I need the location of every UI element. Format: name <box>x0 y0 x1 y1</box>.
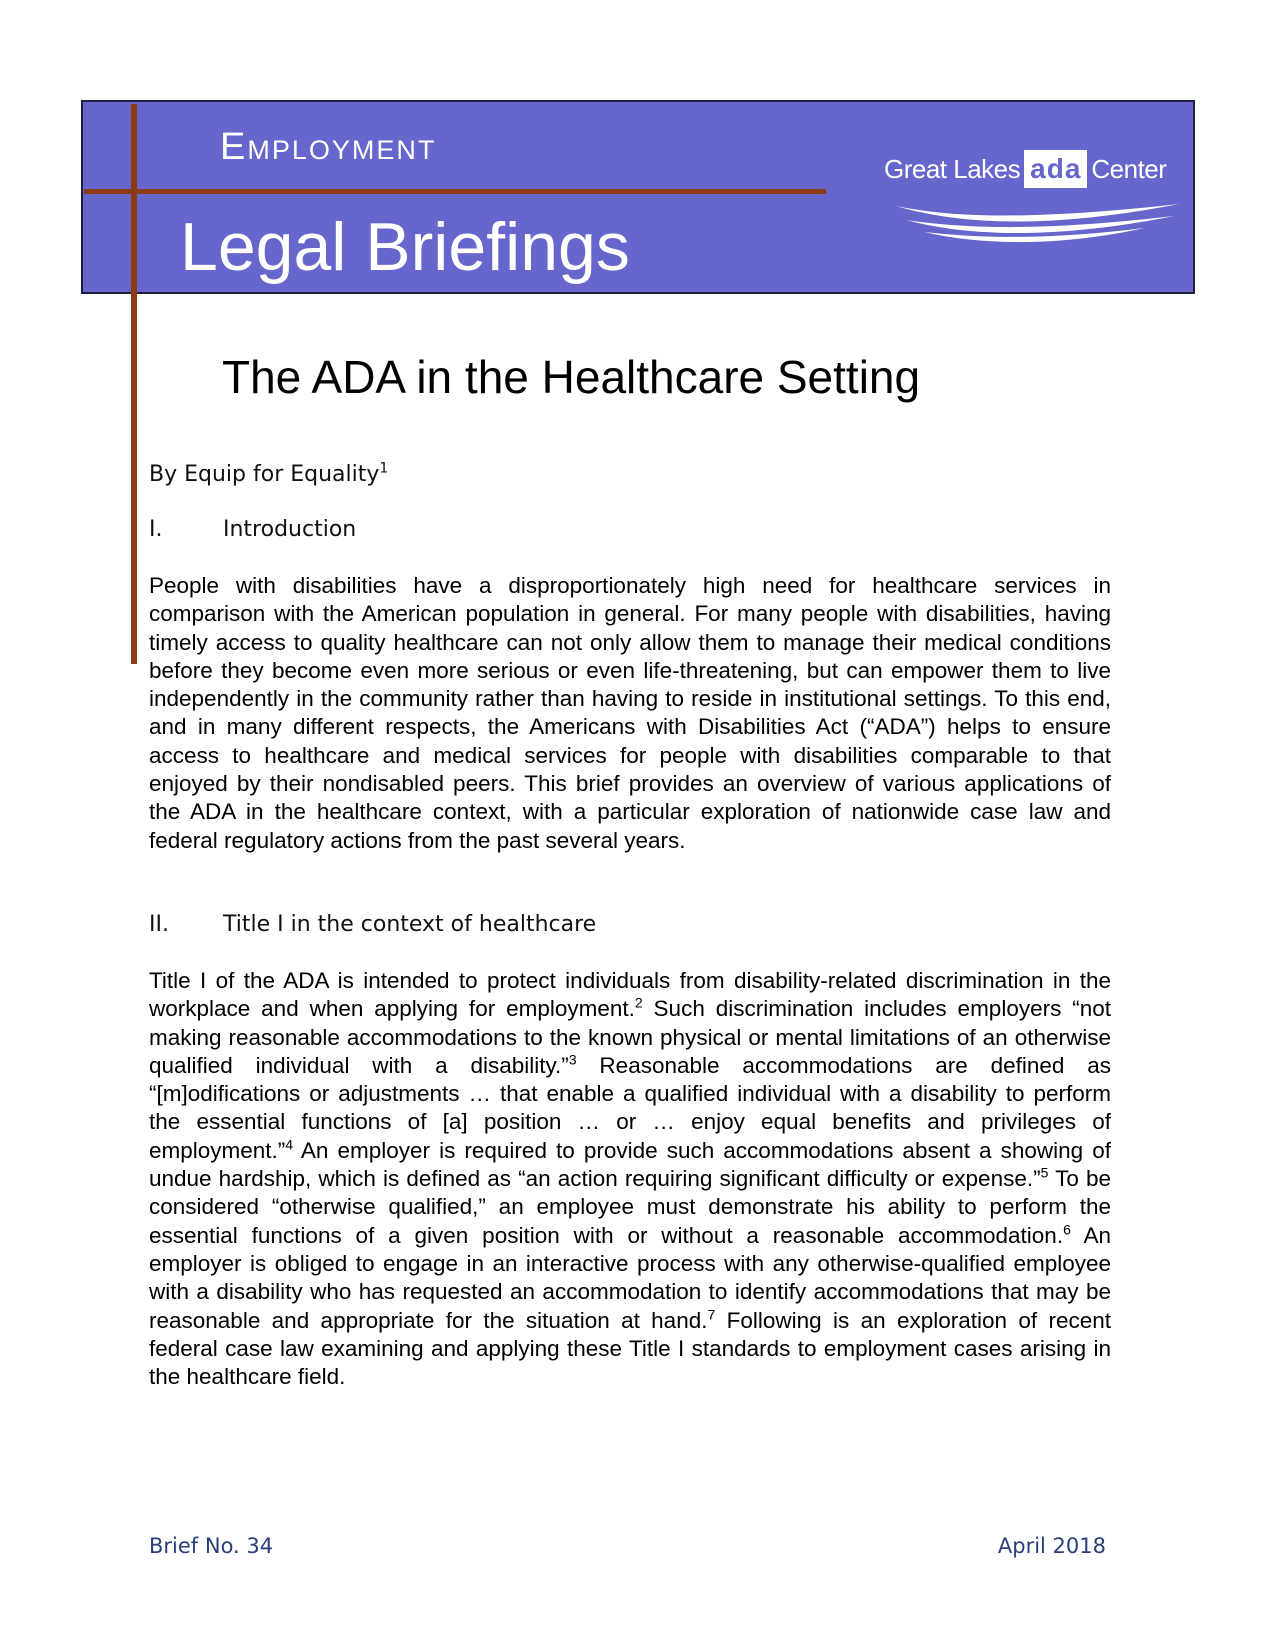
brief-number: Brief No. 34 <box>149 1534 274 1558</box>
logo-ada-mark: ada <box>1024 150 1087 188</box>
series-kicker: Employment <box>220 126 437 168</box>
paragraph-text: Reasonable accommodations are defined as “[m]odifications or adjustments … that enable a qualified individual with a disability to perform the essential functions of [a] position … or … enjoy equal benefits and privileges of employment.” <box>149 1052 1111 1163</box>
paragraph-text: An employer is required to provide such accommodations absent a showing of undue hardship, which is defined as “an action requiring significant difficulty or expense.” <box>149 1137 1111 1192</box>
logo-text-post: Center <box>1091 153 1167 184</box>
paragraph-text: To be considered “otherwise qualified,” an employee must demonstrate his ability to perform the essential functions of a given position with or without a reasonable accommodation. <box>149 1166 1111 1248</box>
logo-text-pre: Great Lakes <box>884 153 1021 184</box>
great-lakes-ada-center-logo <box>884 150 1184 260</box>
vertical-rule <box>131 104 137 664</box>
paragraph-text: An employer is obliged to engage in an interactive process with any otherwise-qualified employee with a disability who has requested an accommodation to identify accommodations that may be reasonable and appropriate for the situation at hand. <box>149 1222 1112 1333</box>
footnote-ref: 7 <box>707 1306 716 1323</box>
section-heading-text: Introduction <box>223 517 357 542</box>
paragraph-text: Such discrimination includes employers “not making reasonable accommodations to the known physical or mental limitations of an otherwise qualified individual with a disability.” <box>149 996 1111 1078</box>
horizontal-rule <box>84 189 826 194</box>
section-heading-introduction <box>149 517 356 542</box>
footnote-ref: 4 <box>285 1136 294 1153</box>
footnote-ref: 1 <box>379 460 389 477</box>
footnote-ref: 3 <box>568 1051 577 1068</box>
series-title: Legal Briefings <box>180 209 630 285</box>
introduction-paragraph: People with disabilities have a disproportionately high need for healthcare services in comparison with the American population in general. For many people with disabilities, having timely access to quality healthcare can not only allow them to manage their medical conditions before they become even more serious or even life-threatening, but can empower them to live independently in the community rather than having to reside in institutional settings. To this end, and in many different respects, the Americans with Disabilities Act (“ADA”) helps to ensure access to healthcare and medical services for people with disabilities comparable to that enjoyed by their nondisabled peers. This brief provides an overview of various applications of the ADA in the healthcare context, with a particular exploration of nationwide case law and federal regulatory actions from the past several years. <box>149 573 1111 853</box>
byline-text: By Equip for Equality <box>149 462 380 487</box>
footnote-ref: 5 <box>1040 1164 1049 1181</box>
paragraph-text: Following is an exploration of recent federal case law examining and applying these Title I standards to employment cases arising in the healthcare field. <box>149 1307 1111 1390</box>
footnote-ref: 6 <box>1063 1221 1071 1238</box>
paragraph-text: Title I of the ADA is intended to protect individuals from disability-related discrimination in the workplace and when applying for employment. <box>149 968 1111 1022</box>
document-title: The ADA in the Healthcare Setting <box>222 351 921 403</box>
section-number: I. <box>149 517 163 542</box>
byline <box>149 462 388 487</box>
brief-date: April 2018 <box>997 1534 1106 1558</box>
section-heading-text: Title I in the context of healthcare <box>223 912 597 937</box>
title-one-paragraph <box>149 967 1111 1391</box>
section-number: II. <box>149 912 169 937</box>
footnote-ref: 2 <box>634 994 643 1011</box>
section-heading-title-one <box>149 912 596 937</box>
waves-icon <box>894 200 1184 245</box>
